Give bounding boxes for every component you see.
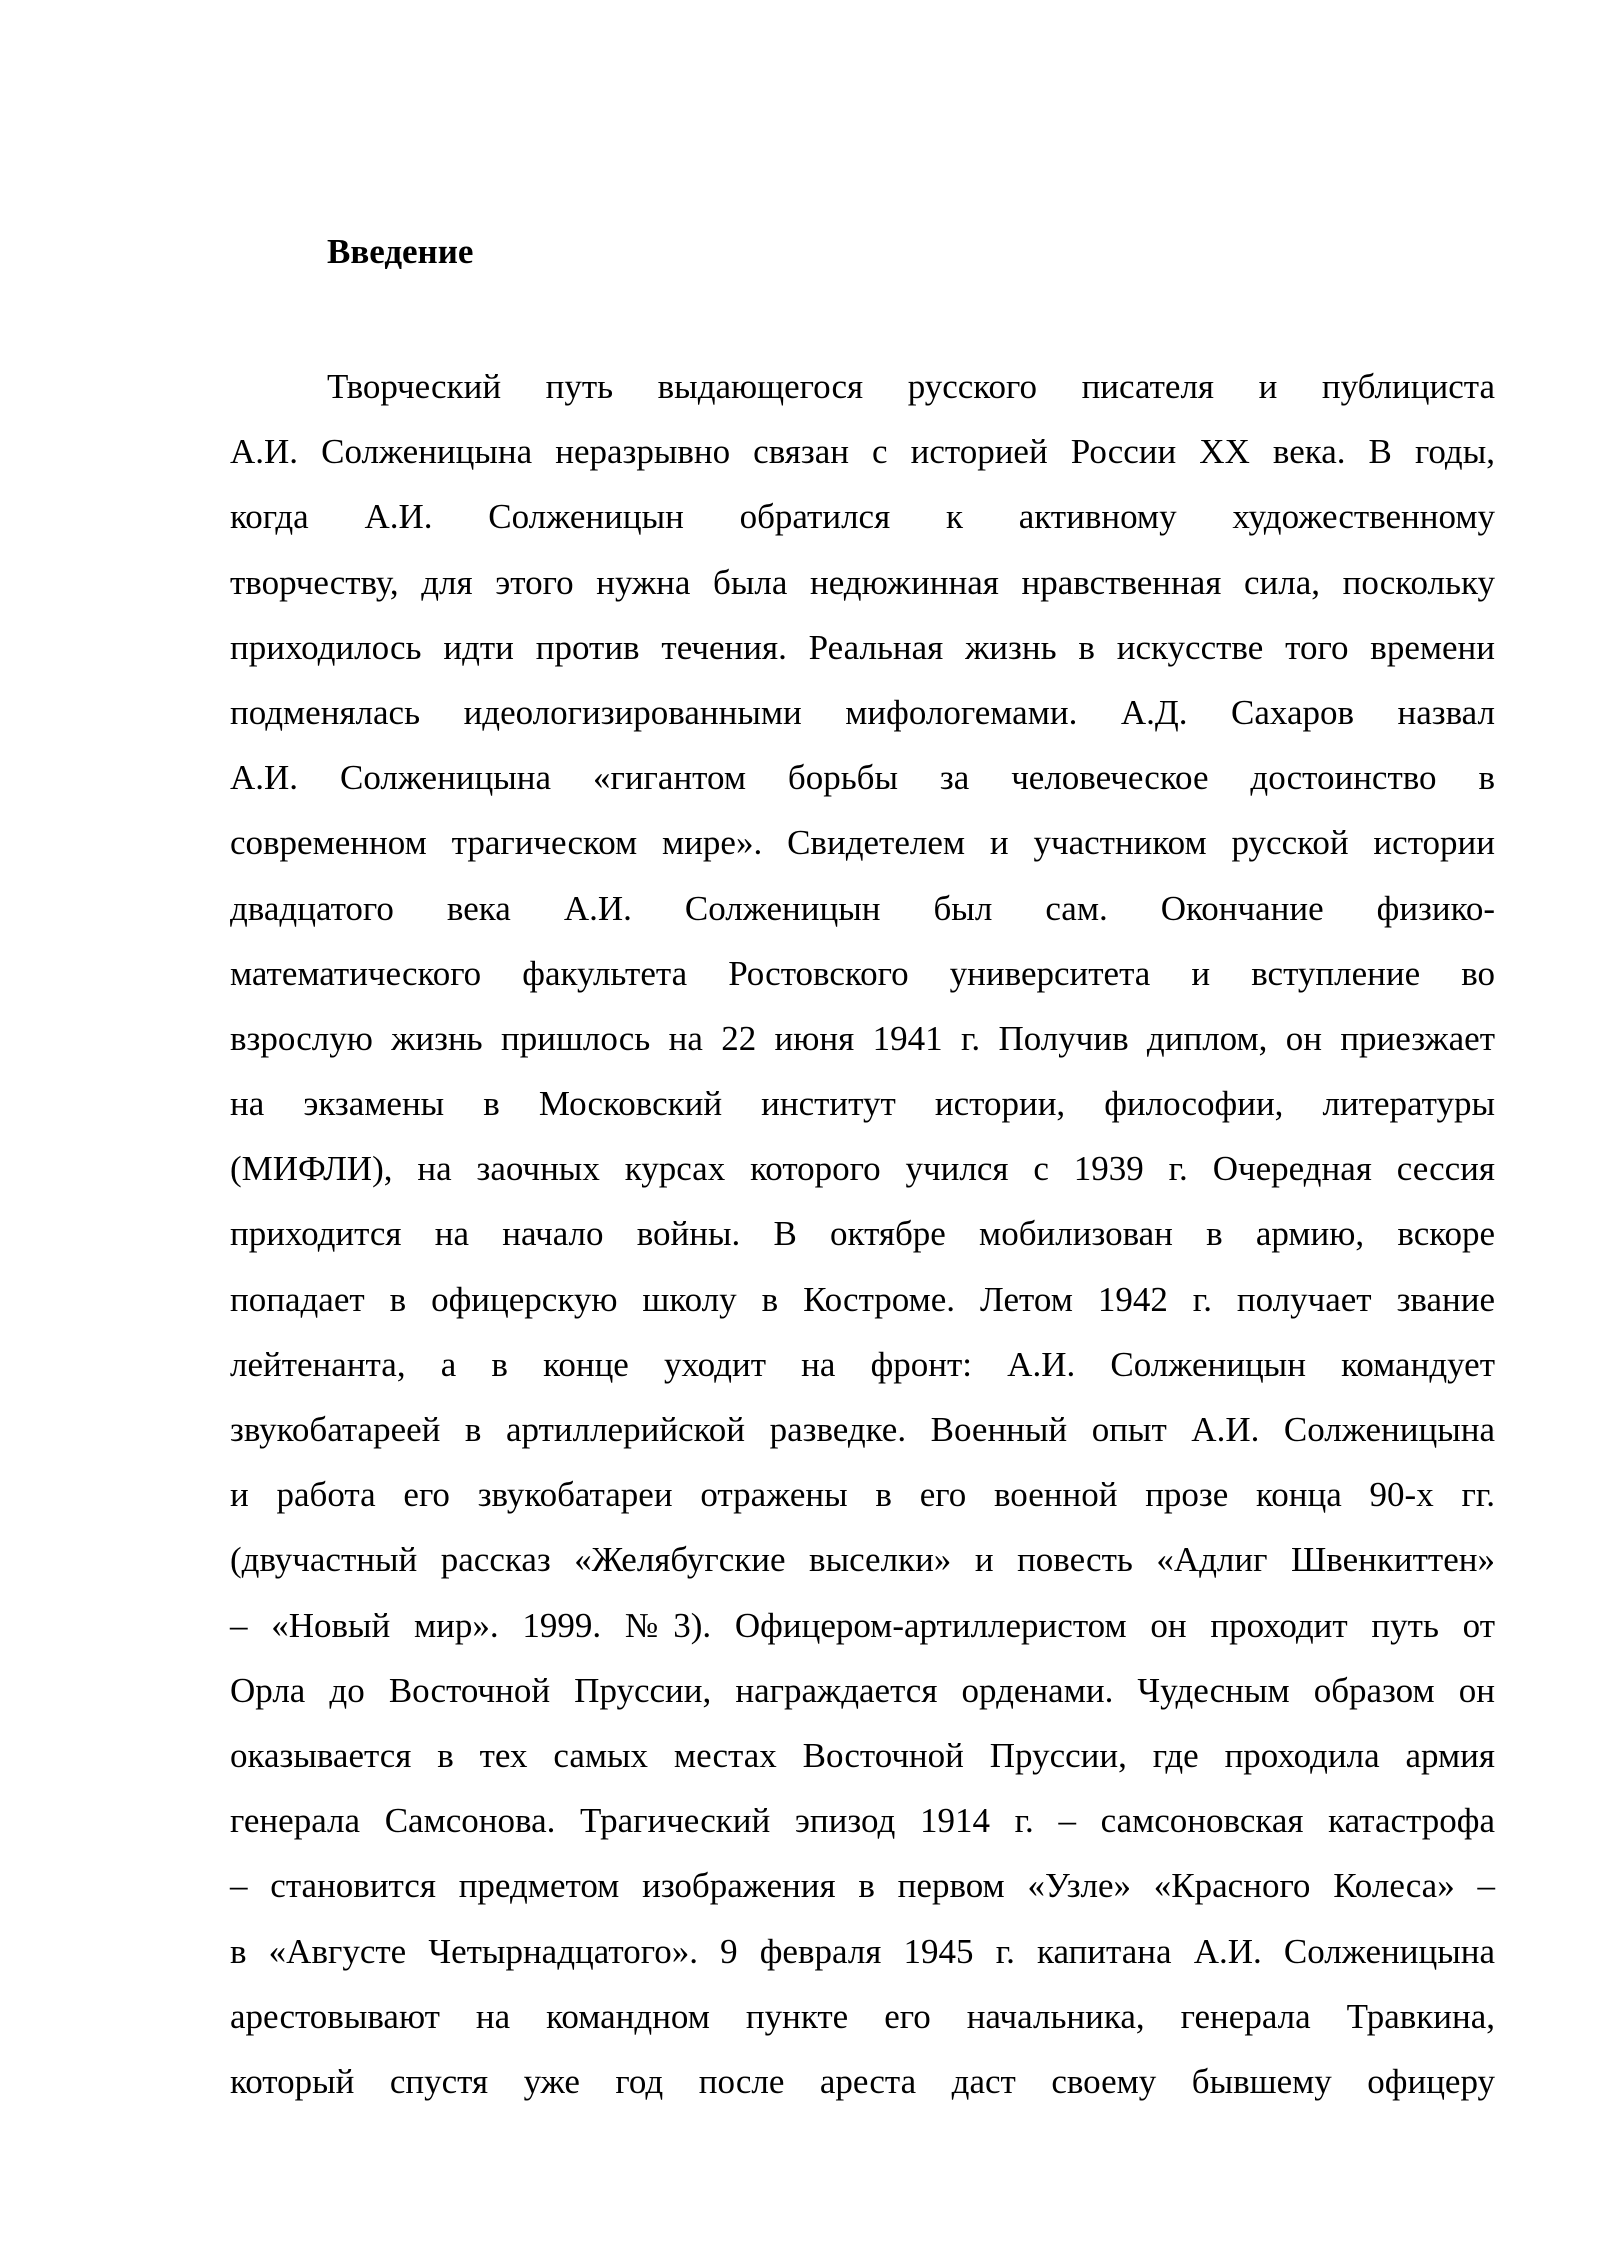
text-line: оказывается в тех самых местах Восточной Пруссии, где проходила армия — [230, 1735, 1495, 1775]
text-line: в «Августе Четырнадцатого». 9 февраля 1945 г. капитана А.И. Солженицына — [230, 1931, 1495, 1971]
text-line: (двучастный рассказ «Желябугские выселки» и повесть «Адлиг Швенкиттен» — [230, 1540, 1495, 1580]
text-line: – «Новый мир». 1999. №3). Офицером-артиллеристом он проходит путь от — [230, 1605, 1495, 1645]
text-line: арестовывают на командном пункте его начальника, генерала Травкина, — [230, 1996, 1495, 2036]
text-line: когда А.И. Солженицын обратился к активному художественному — [230, 497, 1495, 537]
text-line: и работа его звукобатареи отражены в его военной прозе конца 90-х гг. — [230, 1475, 1495, 1515]
text-line: двадцатого века А.И. Солженицын был сам. Окончание физико- — [230, 888, 1495, 928]
text-line: (МИФЛИ), на заочных курсах которого учился с 1939 г. Очередная сессия — [230, 1149, 1495, 1189]
text-line: современном трагическом мире». Свидетелем и участником русской истории — [230, 823, 1495, 863]
text-line: приходится на начало войны. В октябре мобилизован в армию, вскоре — [230, 1214, 1495, 1254]
text-line: взрослую жизнь пришлось на 22 июня 1941 г. Получив диплом, он приезжает — [230, 1018, 1495, 1058]
text-line: который спустя уже год после ареста даст своему бывшему офицеру — [230, 2061, 1495, 2101]
text-line: звукобатареей в артиллерийской разведке. Военный опыт А.И. Солженицына — [230, 1410, 1495, 1449]
section-heading: Введение — [327, 232, 474, 271]
text-line: – становится предметом изображения в первом «Узле» «Красного Колеса» – — [230, 1866, 1495, 1906]
text-line: на экзамены в Московский институт истории, философии, литературы — [230, 1084, 1495, 1124]
body-paragraph — [230, 354, 1495, 2114]
text-line: подменялась идеологизированными мифологемами. А.Д. Сахаров назвал — [230, 692, 1495, 732]
text-line: творчеству, для этого нужна была недюжинная нравственная сила, поскольку — [230, 562, 1495, 602]
text-line: попадает в офицерскую школу в Костроме. Летом 1942 г. получает звание — [230, 1279, 1495, 1319]
text-line: А.И. Солженицына «гигантом борьбы за человеческое достоинство в — [230, 758, 1495, 798]
text-line: А.И. Солженицына неразрывно связан с историей России XX века. В годы, — [230, 432, 1495, 472]
text-line: генерала Самсонова. Трагический эпизод 1914 г. – самсоновская катастрофа — [230, 1801, 1495, 1841]
text-line: Творческий путь выдающегося русского писателя и публициста — [327, 367, 1495, 406]
text-line: Орла до Восточной Пруссии, награждается орденами. Чудесным образом он — [230, 1670, 1495, 1710]
text-line: приходилось идти против течения. Реальная жизнь в искусстве того времени — [230, 627, 1495, 667]
text-line: математического факультета Ростовского университета и вступление во — [230, 953, 1495, 993]
text-line: лейтенанта, а в конце уходит на фронт: А.И. Солженицын командует — [230, 1344, 1495, 1384]
